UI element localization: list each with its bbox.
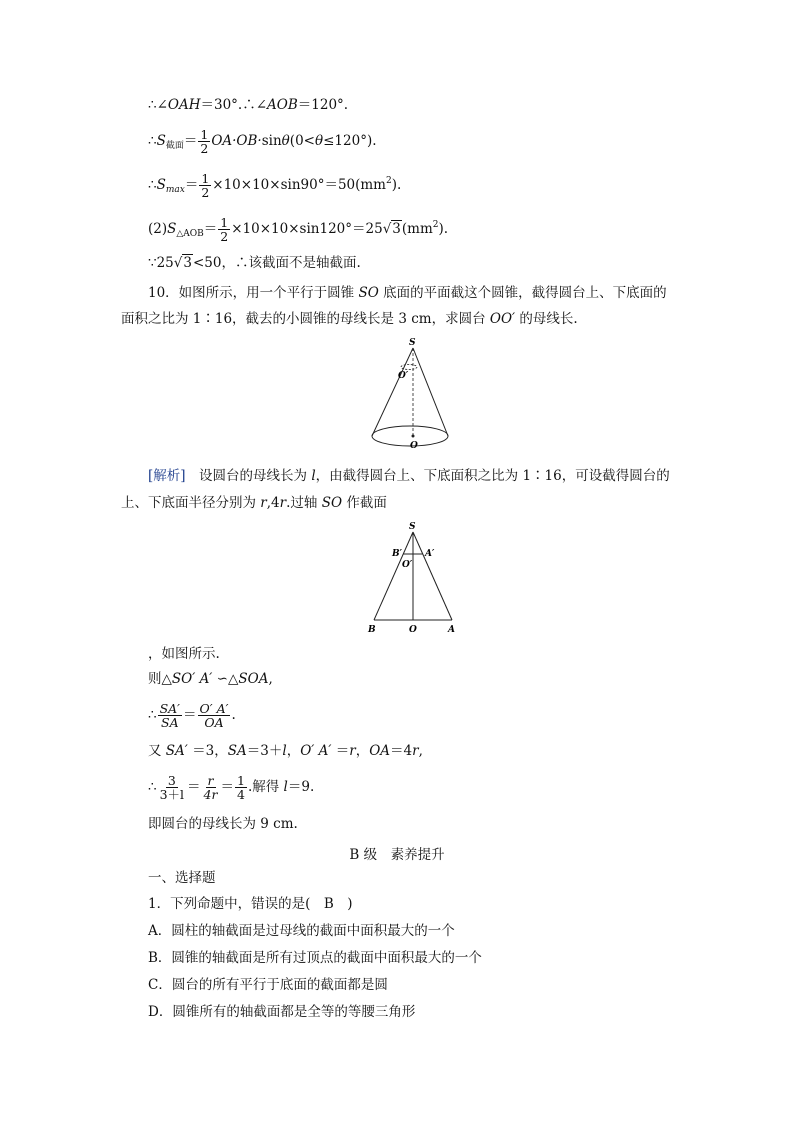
solution-line-angle (148, 96, 348, 114)
text: 2 (386, 176, 392, 186)
denominator: SA (161, 715, 179, 730)
vertex-label: S (409, 522, 416, 532)
text: .过轴 (286, 495, 322, 511)
axial-section-figure (362, 520, 462, 636)
text: 则△ (148, 671, 172, 687)
numerator: 1 (200, 127, 209, 142)
text: OAH (167, 97, 201, 113)
base-center-point (412, 435, 415, 438)
text: , (418, 743, 423, 759)
base-center-label: O (410, 441, 418, 451)
sqrt: √3 (382, 221, 401, 237)
text: C．圆台的所有平行于底面的截面都是圆 (148, 977, 388, 993)
text: . (231, 707, 236, 723)
fraction (198, 128, 210, 155)
text: O′ A′ (300, 743, 332, 759)
text: r (260, 495, 267, 511)
option-b (148, 949, 482, 967)
denominator: 2 (201, 185, 210, 200)
text: ，如图所示. (148, 646, 220, 662)
point-o-prime-label: O′ (402, 560, 413, 570)
text: max (165, 185, 185, 195)
text: ×10×10×sin120°＝25 (231, 221, 383, 237)
cut-ellipse (401, 365, 417, 370)
fraction (235, 774, 247, 801)
analysis-line-ratio (148, 702, 236, 729)
text: S (156, 177, 166, 193)
denominator: 4 (236, 787, 245, 802)
text: SO (321, 495, 343, 511)
text: θ (314, 133, 324, 149)
text: ＝ (203, 221, 218, 237)
text: ＝ (331, 743, 350, 759)
point-a-label: A (448, 625, 455, 635)
denominator: 4r (203, 787, 218, 802)
text: (0< (289, 133, 315, 149)
cut-center-label: O′ (398, 371, 409, 381)
text: 即圆台的母线长为 9 cm. (148, 816, 298, 832)
fraction (158, 702, 182, 729)
text: 作截面 (342, 495, 387, 511)
numerator: 1 (236, 773, 245, 788)
numerator: r (207, 773, 214, 788)
vertex-label: S (409, 338, 416, 348)
denominator: 2 (220, 229, 229, 244)
denominator: 3＋l (159, 787, 185, 802)
text: ∴ (148, 177, 157, 193)
analysis-line-3 (148, 645, 220, 663)
text: 设圆台的母线长为 (185, 468, 312, 484)
text: ＝4 (390, 743, 413, 759)
solution-line-smax (148, 172, 401, 199)
text: S (156, 133, 166, 149)
point-b-label: B (368, 625, 376, 635)
text: ). (391, 177, 402, 193)
text: ∵25 (148, 255, 174, 271)
text: ∴ (148, 779, 157, 795)
text: SA (227, 743, 247, 759)
analysis-line-values (148, 742, 423, 760)
point-o-label: O (409, 625, 417, 635)
text: 又 (148, 743, 166, 759)
text: OA (369, 743, 391, 759)
fraction (218, 216, 230, 243)
text: <50，∴该截面不是轴截面. (192, 255, 361, 271)
denominator: 2 (200, 141, 209, 156)
section-heading: B 级 素养提升 (349, 847, 445, 863)
text: 截面 (165, 141, 184, 151)
solution-line-area-formula (148, 128, 377, 155)
text: ＝ (183, 707, 197, 723)
solution-line-conclusion (148, 254, 361, 272)
analysis-line-answer (148, 815, 298, 833)
text: D．圆锥所有的轴截面都是全等的等腰三角形 (148, 1004, 416, 1020)
text: ＝ (187, 779, 201, 795)
text: (mm (401, 221, 433, 237)
text: 的母线长. (515, 311, 578, 327)
text: B．圆锥的轴截面是所有过顶点的截面中面积最大的一个 (148, 950, 482, 966)
numerator: 3 (167, 773, 176, 788)
denominator: OA (204, 715, 224, 730)
text: 上、下底面半径分别为 (121, 495, 261, 511)
option-c (148, 976, 388, 994)
text: l (282, 743, 287, 759)
text: AOB (267, 97, 298, 113)
text: ＝ (184, 177, 199, 193)
text: ＝30°.∴∠ (200, 97, 268, 113)
sqrt: √3 (173, 255, 192, 271)
triangle-right-side (413, 532, 452, 620)
text: θ (281, 133, 290, 149)
text: SO (358, 285, 379, 301)
text: SO′ A′ (171, 671, 213, 687)
fraction (158, 774, 186, 801)
text: 10．如图所示，用一个平行于圆锥 (148, 285, 359, 301)
text: ， (355, 743, 370, 759)
problem-10-line-1 (148, 284, 667, 302)
text: OO′ (489, 311, 516, 327)
numerator: O′ A′ (199, 701, 229, 716)
fraction (199, 172, 211, 199)
text: 2 (432, 220, 439, 230)
text: SOA (238, 671, 269, 687)
radicand: 3 (392, 221, 401, 237)
cone-left-edge (372, 348, 413, 436)
text: ＝3＋ (246, 743, 283, 759)
text: OA·OB· (211, 133, 262, 149)
numerator: 1 (201, 171, 210, 186)
problem-10-line-2 (121, 310, 578, 328)
option-d (148, 1003, 415, 1021)
text: 1．下列命题中，错误的是( B ) (148, 896, 353, 912)
text: ＝ (220, 779, 234, 795)
text: S (167, 221, 177, 237)
solution-line-aob (148, 216, 448, 243)
point-a-prime-label: A′ (425, 549, 435, 559)
text: 面积之比为 1∶16，截去的小圆锥的母线长是 3 cm，求圆台 (121, 311, 490, 327)
cone-figure (360, 336, 460, 454)
text: ≤120°). (323, 133, 377, 149)
triangle-left-side (374, 532, 413, 620)
text: ＝3， (187, 743, 228, 759)
text: A．圆柱的轴截面是过母线的截面中面积最大的一个 (148, 923, 455, 939)
text: ). (438, 221, 449, 237)
point-b-prime-label: B′ (392, 549, 402, 559)
text: ∴ (148, 707, 157, 723)
text: ＝120°. (297, 97, 349, 113)
text: .解得 (247, 779, 284, 795)
text: ,4 (266, 495, 280, 511)
question-1 (148, 895, 353, 913)
text: △AOB (176, 229, 204, 239)
text: ，由截得圆台上、下底面积之比为 1∶16，可设截得圆台的 (315, 468, 670, 484)
radicand: 3 (183, 255, 192, 271)
text: r (349, 743, 356, 759)
text: , (268, 671, 273, 687)
text: 底面的平面截这个圆锥，截得圆台上、下底面的 (378, 285, 667, 301)
text: ∽△ (212, 671, 239, 687)
text: sin (261, 133, 282, 149)
numerator: 1 (220, 215, 229, 230)
text: 一、选择题 (148, 870, 216, 886)
choice-section-title (148, 869, 216, 887)
text: ∴∠ (148, 97, 168, 113)
analysis-line-1 (148, 467, 670, 485)
text: ×10×10×sin90°＝50(mm (212, 177, 386, 193)
text: l (283, 779, 288, 795)
text: r (279, 495, 287, 511)
option-a (148, 922, 455, 940)
fraction (202, 774, 220, 801)
analysis-line-similar (148, 670, 273, 688)
text: (2) (148, 221, 168, 237)
numerator: SA′ (159, 701, 181, 716)
text: ∴ (148, 133, 157, 149)
analysis-label: [解析] (148, 468, 186, 484)
cone-right-edge (413, 348, 448, 436)
text: SA′ (165, 743, 188, 759)
fraction (198, 702, 231, 729)
text: r (412, 743, 419, 759)
text: ， (286, 743, 301, 759)
text: ＝9. (287, 779, 315, 795)
analysis-line-2 (121, 494, 387, 512)
text: l (311, 468, 316, 484)
text: ＝ (183, 133, 198, 149)
analysis-line-equation (148, 774, 314, 801)
